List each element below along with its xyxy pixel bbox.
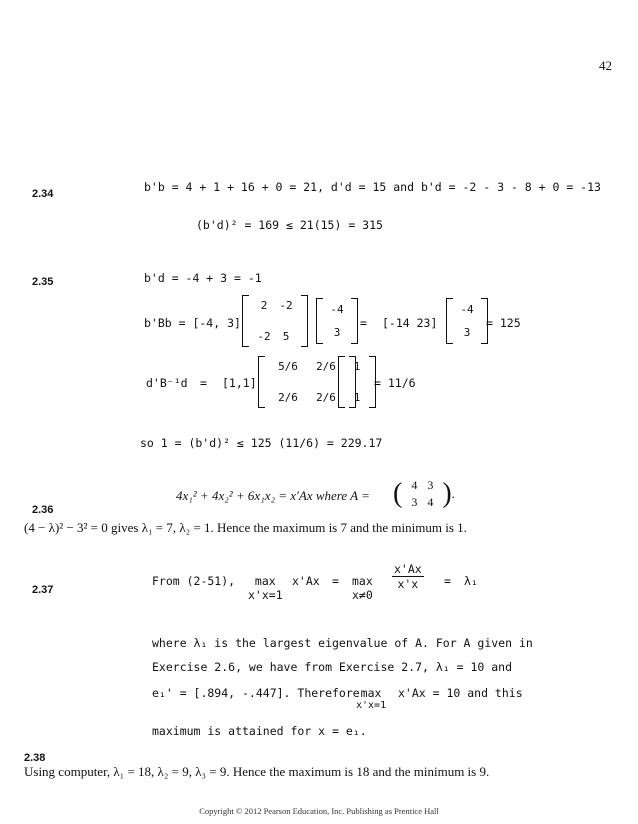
period: . <box>451 486 455 501</box>
exercise-label-2-35: 2.35 <box>32 276 54 288</box>
ex-2-38-text: Using computer, λ₁ = 18, λ₂ = 9, λ₃ = 9. Hence the maximum is 18 and the minimum is 9. <box>24 764 490 779</box>
page-number: 42 <box>599 58 612 73</box>
ex-2-35-so-line: so 1 = (b'd)² ≤ 125 (11/6) = 229.17 <box>140 436 383 450</box>
max-condition: x'x=1 <box>248 588 283 602</box>
ex-2-37-max2 <box>352 574 373 602</box>
matrix-binv-cell: 2/6 <box>316 360 336 373</box>
ex-2-37-eq1: = <box>332 574 339 588</box>
exercise-label-2-36: 2.36 <box>32 504 54 516</box>
vector-3-cell: 1 <box>353 391 361 404</box>
matrix-a-cell: 3 <box>427 478 434 492</box>
matrix-b <box>242 295 308 347</box>
ex-2-35-dbinvd-lhs: d'B⁻¹d <box>146 376 188 390</box>
exercise-label-2-38: 2.38 <box>24 752 46 764</box>
matrix-b-cell: -2 <box>279 299 293 312</box>
ex-2-37-from: From (2-51), <box>152 574 236 588</box>
matrix-binv-cell: 5/6 <box>278 360 298 373</box>
vector-3-cell: 1 <box>353 360 361 373</box>
fraction-denominator: x'x <box>397 577 419 591</box>
ex-2-35-row-vec2: [1,1] <box>222 376 257 390</box>
exercise-label-2-37: 2.37 <box>32 584 54 596</box>
ex-2-37-line-d: maximum is attained for x = e₁. <box>152 724 367 738</box>
ex-2-35-line1: b'd = -4 + 3 = -1 <box>144 271 262 285</box>
fraction-numerator: x'Ax <box>394 562 422 576</box>
matrix-a-cell: 3 <box>411 495 418 509</box>
ex-2-36-formula: 4x₁² + 4x₂² + 6x₁x₂ = x′Ax where A = <box>176 488 370 503</box>
vector-3 <box>338 356 376 408</box>
max-label: max <box>352 574 373 588</box>
max-condition: x≠0 <box>352 588 373 602</box>
ex-2-34-line2: (b'd)² = 169 ≤ 21(15) = 315 <box>196 218 383 232</box>
vector-1-cell: 3 <box>333 326 341 339</box>
ex-2-35-row-vec: [-14 23] <box>382 316 438 330</box>
matrix-a-cell: 4 <box>411 478 418 492</box>
max-label: max <box>254 574 276 588</box>
exercise-label-2-34: 2.34 <box>32 188 54 200</box>
vector-1 <box>316 298 358 344</box>
left-paren-icon: ( <box>393 478 403 509</box>
vector-2 <box>446 298 488 344</box>
vector-2-cell: 3 <box>463 326 471 339</box>
matrix-binv-cell: 2/6 <box>316 391 336 404</box>
ex-2-37-line-c-max <box>356 686 386 711</box>
ex-2-35-res2: = 11/6 <box>374 376 416 390</box>
matrix-b-cell: 2 <box>260 299 268 312</box>
ex-2-37-fraction <box>392 562 424 591</box>
vector-1-cell: -4 <box>330 303 344 316</box>
ex-2-37-line-c2: x'Ax = 10 and this <box>398 686 523 700</box>
matrix-b-cell: 5 <box>282 330 290 343</box>
copyright-footer: Copyright © 2012 Pearson Education, Inc. Publishing as Prentice Hall <box>199 806 439 816</box>
max-condition: x'x=1 <box>356 700 387 711</box>
ex-2-35-bbb-lhs: b'Bb = [-4, 3] <box>144 316 241 330</box>
ex-2-35-res1: = 125 <box>486 316 521 330</box>
right-paren-icon: ) <box>442 478 452 509</box>
matrix-binv-cell: 2/6 <box>278 391 298 404</box>
matrix-a-cell: 4 <box>427 495 434 509</box>
ex-2-37-lambda1: λ₁ <box>464 574 478 588</box>
ex-2-34-line1: b'b = 4 + 1 + 16 + 0 = 21, d'd = 15 and b'd = -2 - 3 - 8 + 0 = -13 <box>144 180 601 194</box>
ex-2-37-max1 <box>248 574 283 602</box>
max-label: max <box>360 686 382 700</box>
ex-2-37-eq2: = <box>444 574 451 588</box>
ex-2-37-line-a: where λ₁ is the largest eigenvalue of A. For A given in <box>152 636 533 650</box>
ex-2-35-eq2: = <box>200 376 207 390</box>
ex-2-37-line-c1: e₁' = [.894, -.447]. Therefore <box>152 686 360 700</box>
vector-2-cell: -4 <box>460 303 474 316</box>
matrix-a <box>393 478 455 510</box>
matrix-b-cell: -2 <box>257 330 271 343</box>
ex-2-36-result: (4 − λ)² − 3² = 0 gives λ₁ = 7, λ₂ = 1. Hence the maximum is 7 and the minimum is 1. <box>24 520 467 535</box>
ex-2-37-line-b: Exercise 2.6, we have from Exercise 2.7, λ₁ = 10 and <box>152 660 513 674</box>
ex-2-37-expr1: x'Ax <box>292 574 320 588</box>
ex-2-35-eq1: = <box>360 316 367 330</box>
